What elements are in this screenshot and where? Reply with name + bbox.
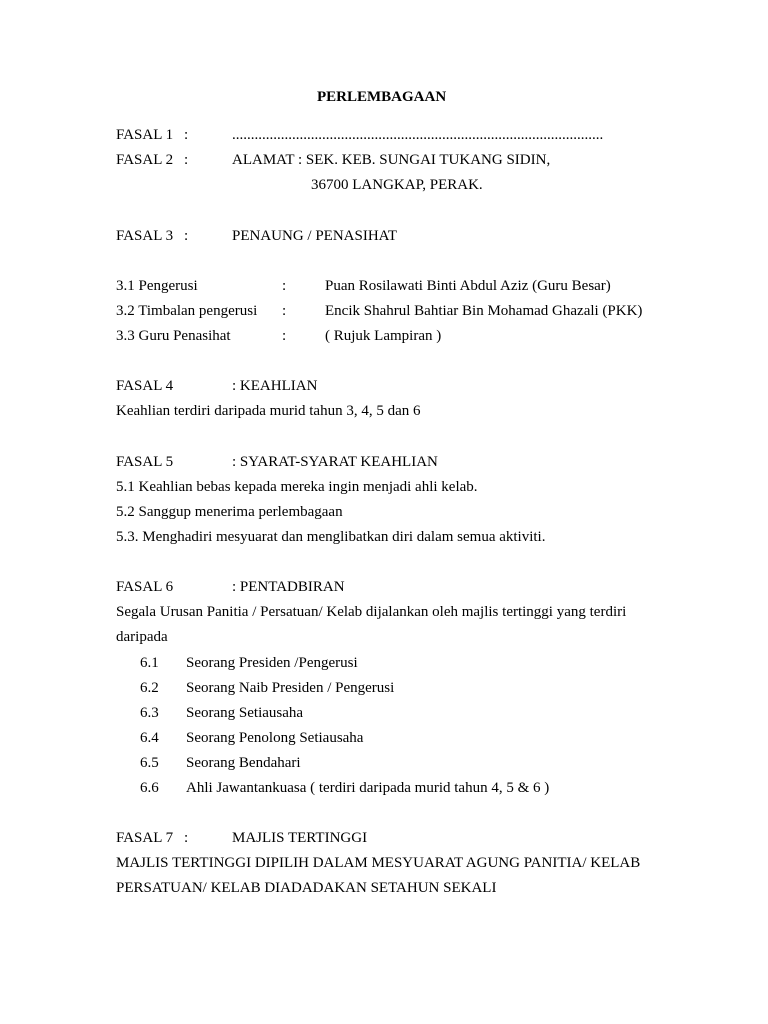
fasal-6-intro-line-2: daripada xyxy=(116,629,168,645)
fasal-4-heading: : KEAHLIAN xyxy=(232,378,318,394)
fasal-7-label: FASAL 7 xyxy=(116,830,174,846)
fasal-6-item-text: Seorang Setiausaha xyxy=(186,705,304,721)
fasal-5-item: 5.1 Keahlian bebas kepada mereka ingin menjadi ahli kelab. xyxy=(116,479,478,495)
fasal-2-colon: : xyxy=(184,152,189,168)
fasal-6-item-text: Seorang Penolong Setiausaha xyxy=(186,730,364,746)
fasal-3-item-colon: : xyxy=(282,328,287,344)
fasal-6-item-text: Ahli Jawantankuasa ( terdiri daripada murid tahun 4, 5 & 6 ) xyxy=(186,780,550,796)
fasal-7-colon: : xyxy=(184,830,189,846)
fasal-1-value: ................................................................................................... xyxy=(232,127,604,143)
fasal-6-item-text: Seorang Bendahari xyxy=(186,755,301,771)
fasal-6-item-number: 6.1 xyxy=(140,655,159,671)
fasal-3-item-value: Puan Rosilawati Binti Abdul Aziz (Guru Besar) xyxy=(325,278,611,294)
fasal-6-item-number: 6.2 xyxy=(140,680,159,696)
fasal-5-heading: : SYARAT-SYARAT KEAHLIAN xyxy=(232,454,438,470)
fasal-1-colon: : xyxy=(184,127,189,143)
fasal-7-text-line-2: PERSATUAN/ KELAB DIADADAKAN SETAHUN SEKALI xyxy=(116,880,497,896)
fasal-4-text: Keahlian terdiri daripada murid tahun 3, 4, 5 dan 6 xyxy=(116,403,421,419)
fasal-7-heading: MAJLIS TERTINGGI xyxy=(232,830,368,846)
fasal-4-label: FASAL 4 xyxy=(116,378,174,394)
fasal-3-item-colon: : xyxy=(282,303,287,319)
fasal-6-item-text: Seorang Naib Presiden / Pengerusi xyxy=(186,680,395,696)
document-title: PERLEMBAGAAN xyxy=(317,89,447,105)
fasal-3-item-label: 3.3 Guru Penasihat xyxy=(116,328,231,344)
fasal-2-label: FASAL 2 xyxy=(116,152,174,168)
fasal-6-item-text: Seorang Presiden /Pengerusi xyxy=(186,655,358,671)
fasal-3-item-colon: : xyxy=(282,278,287,294)
fasal-1-label: FASAL 1 xyxy=(116,127,174,143)
fasal-5-item: 5.2 Sanggup menerima perlembagaan xyxy=(116,504,343,520)
fasal-3-item-value: Encik Shahrul Bahtiar Bin Mohamad Ghazali (PKK) xyxy=(325,303,643,319)
fasal-6-item-number: 6.3 xyxy=(140,705,159,721)
fasal-6-item-number: 6.5 xyxy=(140,755,159,771)
fasal-5-label: FASAL 5 xyxy=(116,454,174,470)
fasal-3-item-value: ( Rujuk Lampiran ) xyxy=(325,328,442,344)
fasal-6-intro-line-1: Segala Urusan Panitia / Persatuan/ Kelab dijalankan oleh majlis tertinggi yang terdiri xyxy=(116,604,627,620)
fasal-2-address-line-1: ALAMAT : SEK. KEB. SUNGAI TUKANG SIDIN, xyxy=(232,152,551,168)
fasal-6-heading: : PENTADBIRAN xyxy=(232,579,345,595)
fasal-6-item-number: 6.4 xyxy=(140,730,159,746)
fasal-3-label: FASAL 3 xyxy=(116,228,174,244)
fasal-3-heading: PENAUNG / PENASIHAT xyxy=(232,228,398,244)
fasal-5-item: 5.3. Menghadiri mesyuarat dan menglibatkan diri dalam semua aktiviti. xyxy=(116,529,546,545)
fasal-3-colon: : xyxy=(184,228,189,244)
fasal-3-item-label: 3.2 Timbalan pengerusi xyxy=(116,303,258,319)
fasal-6-label: FASAL 6 xyxy=(116,579,174,595)
fasal-6-item-number: 6.6 xyxy=(140,780,159,796)
fasal-2-address-line-2: 36700 LANGKAP, PERAK. xyxy=(311,177,483,193)
fasal-7-text-line-1: MAJLIS TERTINGGI DIPILIH DALAM MESYUARAT AGUNG PANITIA/ KELAB xyxy=(116,855,641,871)
fasal-3-item-label: 3.1 Pengerusi xyxy=(116,278,198,294)
